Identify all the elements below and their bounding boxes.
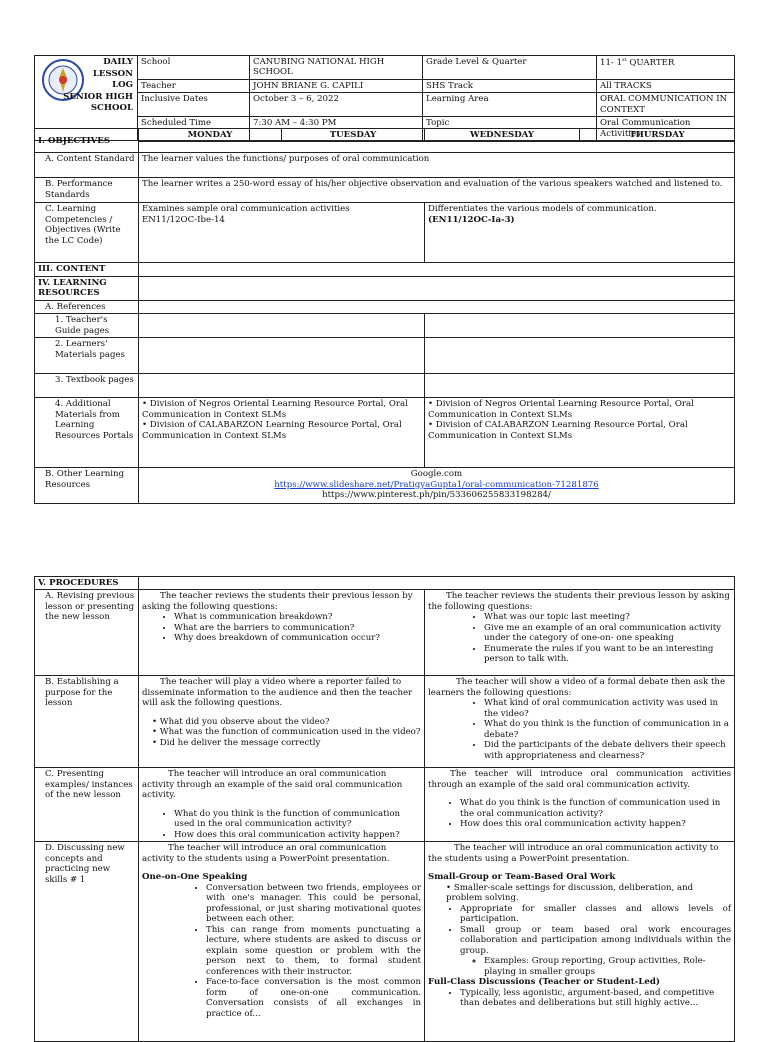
comp-left-text: Examines sample oral communication activities	[142, 204, 350, 215]
proc-b-right-intro: The teacher will show a video of a formal debate then ask the learners the following questions:	[428, 677, 726, 698]
other-label: B. Other Learning Resources	[35, 468, 139, 504]
lm-label: 2. Learners' Materials pages	[35, 338, 139, 374]
day-thursday: THURSDAY	[580, 129, 735, 142]
content-heading: III. CONTENT	[35, 263, 139, 276]
dates-label: Inclusive Dates	[138, 93, 250, 117]
proc-d-right-intro: The teacher will introduce an oral communication activity to the students using a PowerPoint presentation.	[428, 843, 719, 864]
school-value: CANUBING NATIONAL HIGH SCHOOL	[250, 56, 423, 80]
comp-left-code: EN11/12OC-Ibe-14	[142, 214, 225, 225]
proc-a-right-item: • Enumerate the rules if you want to be an interesting person to talk with.	[484, 644, 731, 665]
proc-c-right-intro: The teacher will introduce oral communication activities through an example of the said oral communication activity.	[428, 769, 731, 790]
performance-label: B. Performance Standards	[35, 178, 139, 203]
title-line-3: LOG	[112, 80, 133, 91]
proc-d-left-intro: The teacher will introduce an oral communication activity to the students using a PowerPoint presentation.	[142, 843, 390, 864]
proc-d-right-first: • Smaller-scale settings for discussion, deliberation, and problem solving.	[446, 882, 694, 904]
time-label: Scheduled Time	[138, 117, 250, 141]
proc-d-left-item: • Conversation between two friends, employees or with one's manager. This could be personal, professional, or just sharing motivational quotes between each other.	[206, 883, 421, 925]
topic-label: Topic	[423, 117, 597, 141]
proc-a-left-item: • Why does breakdown of communication occur?	[174, 633, 421, 643]
competencies-left	[139, 203, 425, 263]
other-resources	[139, 468, 735, 504]
area-value: ORAL COMMUNICATION IN CONTEXT	[597, 93, 735, 117]
school-label: School	[138, 56, 250, 80]
proc-a-right-intro: The teacher reviews the students their previous lesson by asking the following questions:	[428, 591, 730, 612]
proc-a-right	[425, 590, 735, 676]
proc-d-left-item: • This can range from moments punctuating a lecture, where students are asked to discuss or explain some question or problem with the person next to them, to formal student conferences with their instructor.	[206, 925, 421, 977]
proc-a-left-intro: The teacher reviews the students their previous lesson by asking the following questions:	[142, 591, 413, 612]
title-line-1: DAILY	[103, 57, 133, 67]
time-value: 7:30 AM – 4:30 PM	[250, 117, 423, 141]
title-line-2: LESSON	[92, 68, 133, 79]
proc-d-right-item: • Appropriate for smaller classes and allows levels of participation.	[460, 904, 731, 925]
objectives-table	[34, 128, 735, 504]
proc-b-label: B. Establishing a purpose for the lesson	[35, 676, 139, 768]
am-left	[139, 398, 425, 468]
comp-right-code: (EN11/12OC-Ia-3)	[428, 214, 515, 225]
proc-d-left-sub: One-on-One Speaking	[142, 872, 248, 883]
teacher-label: Teacher	[138, 79, 250, 92]
day-monday: MONDAY	[139, 129, 282, 142]
proc-d-right-subitem: ◦ Examples: Group reporting, Group activities, Role-playing in smaller groups	[484, 956, 731, 977]
title-line-4: SENIOR HIGH	[63, 91, 133, 102]
other-1: Google.com	[410, 469, 463, 480]
proc-b-right-item: • Did the participants of the debate delivers their speech with appropriateness and clearness?	[484, 740, 731, 761]
dates-value: October 3 – 6, 2022	[250, 93, 423, 117]
am-right-2: • Division of CALABARZON Learning Resource Portal, Oral Communication in Context SLMs	[428, 420, 688, 441]
proc-c-right	[425, 768, 735, 842]
am-right-1: • Division of Negros Oriental Learning Resource Portal, Oral Communication in Context SLMs	[428, 399, 694, 420]
proc-c-left	[139, 768, 425, 842]
grade-value: 11- 1st QUARTER	[597, 56, 735, 80]
objectives-heading: I. OBJECTIVES	[35, 129, 139, 153]
proc-c-right-item: • What do you think is the function of communication used in the oral communication activity?	[460, 798, 731, 819]
procedures-table	[34, 576, 735, 1042]
proc-d-right-sub: Small-Group or Team-Based Oral Work	[428, 872, 616, 883]
proc-a-right-item: • Give me an example of an oral communication activity under the category of one-on- one speaking	[484, 623, 731, 644]
content-standard-label: A. Content Standard	[35, 153, 139, 178]
proc-c-label: C. Presenting examples/ instances of the new lesson	[35, 768, 139, 842]
proc-b-left-item: • What did you observe about the video?	[152, 716, 330, 727]
proc-b-left	[139, 676, 425, 768]
proc-b-right	[425, 676, 735, 768]
tg-label: 1. Teacher's Guide pages	[35, 314, 139, 338]
references-label: A. References	[35, 300, 139, 313]
proc-d-left-item: • Face-to-face conversation is the most common form of one-on-one communication. Conversation consists of all exchanges in practice of...	[206, 977, 421, 1019]
proc-d-right	[425, 842, 735, 1042]
am-left-2: • Division of CALABARZON Learning Resource Portal, Oral Communication in Context SLMs	[142, 420, 402, 441]
am-right	[425, 398, 735, 468]
procedures-heading: V. PROCEDURES	[35, 577, 139, 590]
proc-c-right-item: • How does this oral communication activity happen?	[460, 819, 731, 829]
am-left-1: • Division of Negros Oriental Learning Resource Portal, Oral Communication in Context SLMs	[142, 399, 408, 420]
proc-b-left-item: • Did he deliver the message correctly	[152, 737, 321, 748]
tb-label: 3. Textbook pages	[35, 374, 139, 398]
track-label: SHS Track	[423, 79, 597, 92]
proc-d-right-item2: • Typically, less agonistic, argument-based, and competitive than debates and deliberations but still highly active...	[460, 988, 731, 1009]
resources-heading: IV. LEARNING RESOURCES	[35, 276, 139, 300]
proc-d-left	[139, 842, 425, 1042]
proc-c-left-intro: The teacher will introduce an oral communication activity through an example of the said oral communication activity.	[142, 769, 403, 801]
competencies-right	[425, 203, 735, 263]
content-standard-text: The learner values the functions/ purposes of oral communication	[139, 153, 735, 178]
proc-b-right-item: • What do you think is the function of communication in a debate?	[484, 719, 731, 740]
proc-b-left-item: • What was the function of communication used in the video?	[152, 727, 421, 738]
grade-label: Grade Level & Quarter	[423, 56, 597, 80]
am-label: 4. Additional Materials from Learning Resources Portals	[35, 398, 139, 468]
proc-b-left-intro: The teacher will play a video where a reporter failed to disseminate information to the audience and then the teacher will ask the following questions.	[142, 677, 413, 709]
proc-c-left-item: • How does this oral communication activity happen?	[174, 830, 421, 840]
competencies-label: C. Learning Competencies / Objectives (Write the LC Code)	[35, 203, 139, 263]
proc-d-right-item: • Small group or team based oral work encourages collaboration and participation among individuals within the group.	[460, 925, 731, 956]
slideshare-link[interactable]: https://www.slideshare.net/PratigyaGupta1/oral-communication-71281876	[274, 479, 599, 490]
performance-text: The learner writes a 250-word essay of his/her objective observation and evaluation of the various speakers watched and listened to.	[139, 178, 735, 203]
track-value: All TRACKS	[597, 79, 735, 92]
day-tuesday: TUESDAY	[282, 129, 425, 142]
proc-d-right-sub2: Full-Class Discussions (Teacher or Student-Led)	[428, 977, 660, 988]
comp-right-text: Differentiates the various models of communication.	[428, 204, 657, 215]
other-3: https://www.pinterest.ph/pin/533606255833198284/	[322, 490, 551, 501]
area-label: Learning Area	[423, 93, 597, 117]
proc-a-left-item: • What is communication breakdown?	[174, 612, 421, 622]
proc-a-label: A. Revising previous lesson or presenting the new lesson	[35, 590, 139, 676]
proc-a-left-item: • What are the barriers to communication?	[174, 623, 421, 633]
day-wednesday: WEDNESDAY	[425, 129, 580, 142]
proc-b-right-item: • What kind of oral communication activity was used in the video?	[484, 698, 731, 719]
proc-a-left	[139, 590, 425, 676]
proc-d-label: D. Discussing new concepts and practicing new skills # 1	[35, 842, 139, 1042]
topic-value: Oral Communication Activities	[597, 117, 735, 141]
title-line-5: SCHOOL	[90, 103, 133, 114]
proc-a-right-item: • What was our topic last meeting?	[484, 612, 731, 622]
teacher-value: JOHN BRIANE G. CAPILI	[250, 79, 423, 92]
proc-c-left-item: • What do you think is the function of communication used in the oral communication activity?	[174, 809, 421, 830]
